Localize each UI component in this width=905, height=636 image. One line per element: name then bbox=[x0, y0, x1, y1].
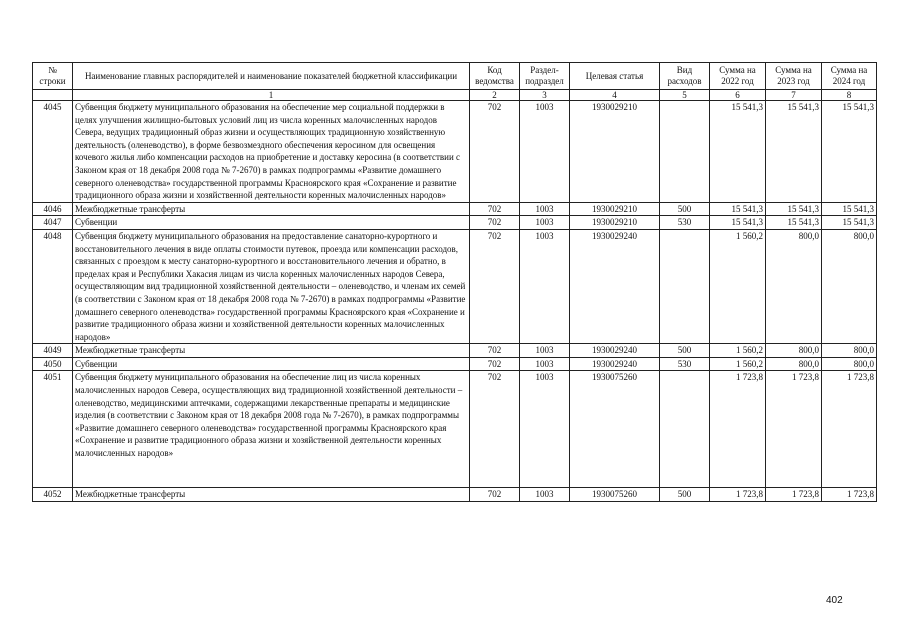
row-number: 4048 bbox=[33, 229, 73, 343]
column-number: 5 bbox=[660, 90, 710, 101]
table-row bbox=[33, 488, 877, 502]
page-number: 402 bbox=[826, 595, 843, 606]
row-sum-2023: 1 723,8 bbox=[766, 488, 822, 502]
row-target: 1930029240 bbox=[570, 357, 660, 371]
column-number: 8 bbox=[822, 90, 877, 101]
table-row bbox=[33, 202, 877, 216]
column-number: 1 bbox=[73, 90, 470, 101]
column-number-row bbox=[33, 90, 877, 101]
row-sum-2022: 1 560,2 bbox=[710, 229, 766, 343]
row-type bbox=[660, 371, 710, 488]
row-type bbox=[660, 101, 710, 203]
row-type: 500 bbox=[660, 488, 710, 502]
header-sum-2022: Сумма на 2022 год bbox=[710, 63, 766, 90]
header-expense-type: Вид расходов bbox=[660, 63, 710, 90]
row-target: 1930029240 bbox=[570, 229, 660, 343]
row-section: 1003 bbox=[520, 101, 570, 203]
row-sum-2023: 800,0 bbox=[766, 344, 822, 358]
row-sum-2022: 1 723,8 bbox=[710, 371, 766, 488]
header-sum-2024: Сумма на 2024 год bbox=[822, 63, 877, 90]
row-name: Субвенция бюджету муниципального образования на предоставление санаторно-курортного и восстановительного лечения в виде оплаты стоимости путевок, проезда или компенсации расходов, связанных с проездом к месту санаторно-курортного и восстановительного лечения и обратно, в пределах края и Республики Хакасия лицам из числа коренных малочисленных народов Севера, осуществляющим вид традиционной хозяйственной деятельности – оленеводство, и членам их семей (в соответствии с Законом края от 18 декабря 2008 года № 7-2670) в рамках подпрограммы «Развитие домашнего северного оленеводства» государственной программы Красноярского края «Сохранение и развитие традиционного образа жизни и хозяйственной деятельности коренных малочисленных народов» bbox=[73, 229, 470, 343]
row-sum-2024: 15 541,3 bbox=[822, 202, 877, 216]
row-sum-2023: 800,0 bbox=[766, 229, 822, 343]
row-name: Межбюджетные трансферты bbox=[73, 202, 470, 216]
row-type: 530 bbox=[660, 357, 710, 371]
column-number bbox=[33, 90, 73, 101]
row-name: Субвенции bbox=[73, 357, 470, 371]
table-row bbox=[33, 357, 877, 371]
row-dept: 702 bbox=[470, 101, 520, 203]
row-dept: 702 bbox=[470, 357, 520, 371]
budget-table-sheet bbox=[32, 62, 876, 502]
header-target: Целевая статья bbox=[570, 63, 660, 90]
row-section: 1003 bbox=[520, 344, 570, 358]
row-sum-2023: 800,0 bbox=[766, 357, 822, 371]
row-name: Межбюджетные трансферты bbox=[73, 488, 470, 502]
header-sum-2023: Сумма на 2023 год bbox=[766, 63, 822, 90]
row-sum-2024: 1 723,8 bbox=[822, 488, 877, 502]
table-row bbox=[33, 101, 877, 203]
row-name: Субвенция бюджету муниципального образования на обеспечение лиц из числа коренных малочисленных народов Севера, осуществляющих вид традиционной хозяйственной деятельности – оленеводство, медицинскими аптечками, содержащими лекарственные препараты и медицинские изделия (в соответствии с Законом края от 18 декабря 2008 года № 7-2670), в рамках подпрограммы «Развитие домашнего северного оленеводства» государственной программы Красноярского края «Сохранение и развитие традиционного образа жизни и хозяйственной деятельности коренных малочисленных народов» bbox=[73, 371, 470, 488]
row-type bbox=[660, 229, 710, 343]
row-section: 1003 bbox=[520, 488, 570, 502]
row-section: 1003 bbox=[520, 216, 570, 230]
table-header-row bbox=[33, 63, 877, 90]
row-dept: 702 bbox=[470, 488, 520, 502]
row-target: 1930029210 bbox=[570, 202, 660, 216]
row-target: 1930029210 bbox=[570, 216, 660, 230]
row-type: 530 bbox=[660, 216, 710, 230]
row-number: 4049 bbox=[33, 344, 73, 358]
row-dept: 702 bbox=[470, 344, 520, 358]
row-sum-2023: 15 541,3 bbox=[766, 101, 822, 203]
row-type: 500 bbox=[660, 202, 710, 216]
row-number: 4050 bbox=[33, 357, 73, 371]
budget-table bbox=[32, 62, 877, 502]
column-number: 7 bbox=[766, 90, 822, 101]
row-name: Субвенция бюджету муниципального образования на обеспечение мер социальной поддержки в целях улучшения жилищно-бытовых условий лиц из числа коренных малочисленных народов Севера, ведущих традиционный образ жизни и осуществляющих традиционную хозяйственную деятельность (оленеводство), в форме безвозмездного обеспечения керосином для освещения кочевого жилья либо компенсации расходов на приобретение и доставку керосина (в соответствии с Законом края от 18 декабря 2008 года № 7-2670) в рамках подпрограммы «Развитие домашнего северного оленеводства» государственной программы Красноярского края «Сохранение и развитие традиционного образа жизни и хозяйственной деятельности коренных малочисленных народов» bbox=[73, 101, 470, 203]
header-name: Наименование главных распорядителей и наименование показателей бюджетной классификации bbox=[73, 63, 470, 90]
row-number: 4047 bbox=[33, 216, 73, 230]
column-number: 4 bbox=[570, 90, 660, 101]
row-section: 1003 bbox=[520, 357, 570, 371]
row-number: 4046 bbox=[33, 202, 73, 216]
row-sum-2022: 1 723,8 bbox=[710, 488, 766, 502]
table-row bbox=[33, 216, 877, 230]
row-sum-2023: 15 541,3 bbox=[766, 202, 822, 216]
row-number: 4051 bbox=[33, 371, 73, 488]
column-number: 6 bbox=[710, 90, 766, 101]
row-section: 1003 bbox=[520, 229, 570, 343]
column-number: 2 bbox=[470, 90, 520, 101]
row-target: 1930075260 bbox=[570, 371, 660, 488]
row-dept: 702 bbox=[470, 371, 520, 488]
table-row bbox=[33, 229, 877, 343]
row-sum-2024: 1 723,8 bbox=[822, 371, 877, 488]
table-row bbox=[33, 344, 877, 358]
row-name: Межбюджетные трансферты bbox=[73, 344, 470, 358]
row-sum-2024: 15 541,3 bbox=[822, 101, 877, 203]
header-row-no: № строки bbox=[33, 63, 73, 90]
row-target: 1930075260 bbox=[570, 488, 660, 502]
row-sum-2022: 1 560,2 bbox=[710, 344, 766, 358]
row-dept: 702 bbox=[470, 216, 520, 230]
column-number: 3 bbox=[520, 90, 570, 101]
header-section: Раздел-подраздел bbox=[520, 63, 570, 90]
row-section: 1003 bbox=[520, 202, 570, 216]
row-sum-2023: 15 541,3 bbox=[766, 216, 822, 230]
row-sum-2024: 800,0 bbox=[822, 344, 877, 358]
row-sum-2022: 15 541,3 bbox=[710, 202, 766, 216]
row-sum-2024: 800,0 bbox=[822, 229, 877, 343]
row-name: Субвенции bbox=[73, 216, 470, 230]
row-sum-2022: 15 541,3 bbox=[710, 101, 766, 203]
row-dept: 702 bbox=[470, 202, 520, 216]
row-sum-2022: 15 541,3 bbox=[710, 216, 766, 230]
row-sum-2023: 1 723,8 bbox=[766, 371, 822, 488]
row-target: 1930029210 bbox=[570, 101, 660, 203]
row-number: 4052 bbox=[33, 488, 73, 502]
row-type: 500 bbox=[660, 344, 710, 358]
row-target: 1930029240 bbox=[570, 344, 660, 358]
row-number: 4045 bbox=[33, 101, 73, 203]
row-sum-2024: 800,0 bbox=[822, 357, 877, 371]
table-row bbox=[33, 371, 877, 488]
row-sum-2024: 15 541,3 bbox=[822, 216, 877, 230]
header-dept-code: Код ведомства bbox=[470, 63, 520, 90]
row-dept: 702 bbox=[470, 229, 520, 343]
row-section: 1003 bbox=[520, 371, 570, 488]
row-sum-2022: 1 560,2 bbox=[710, 357, 766, 371]
